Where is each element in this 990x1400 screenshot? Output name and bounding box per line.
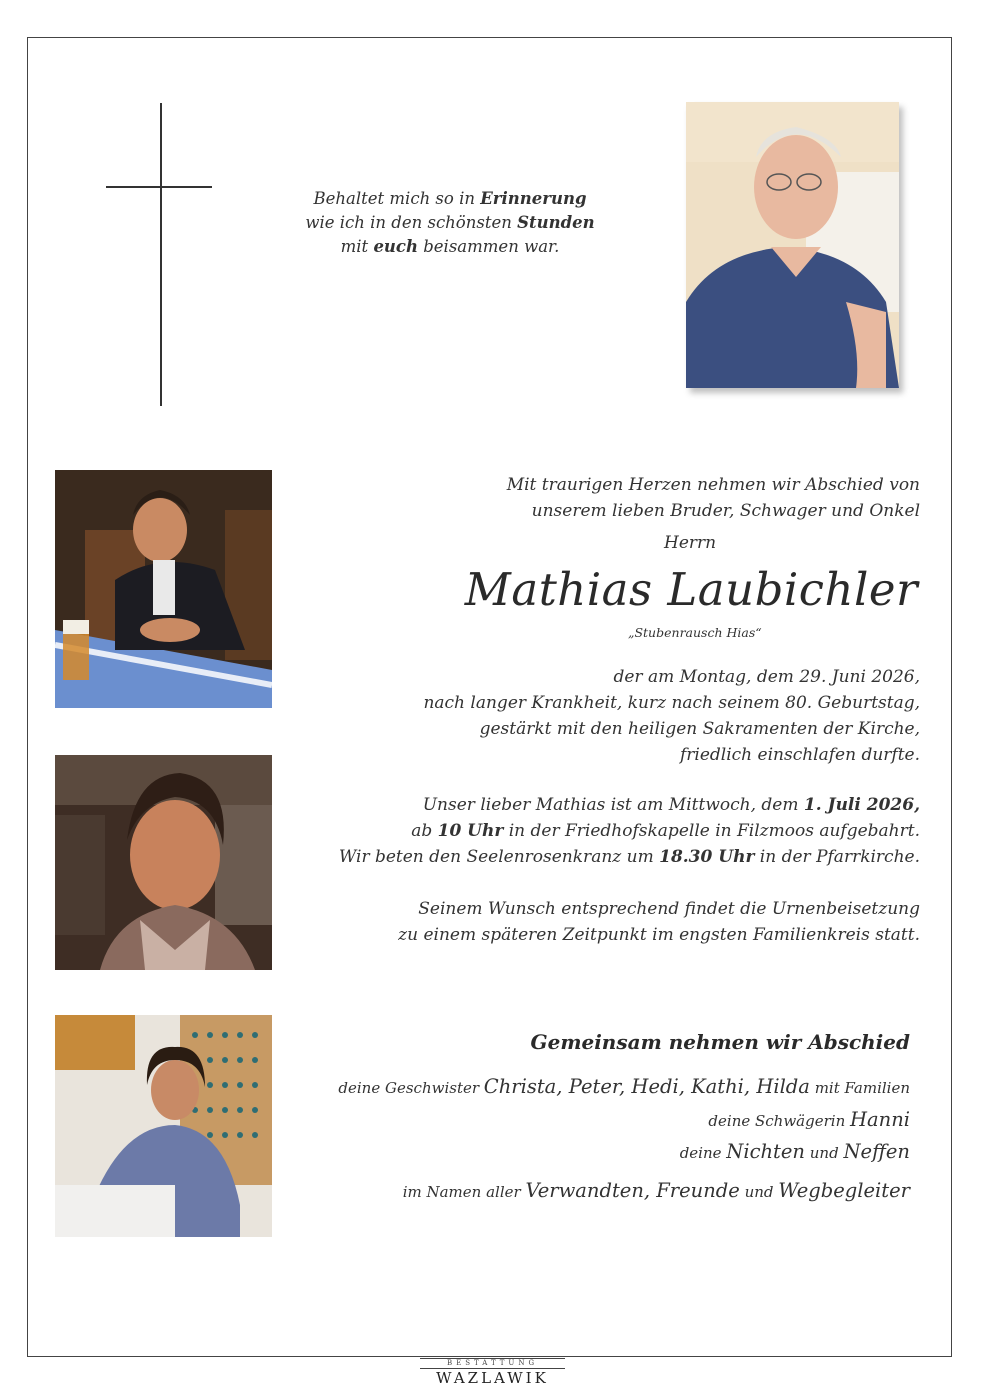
urn-notice	[300, 896, 920, 948]
intro-text	[320, 472, 920, 524]
photo-at-table	[55, 470, 272, 708]
funeral-home-logo	[420, 1358, 565, 1387]
family-siblings	[338, 1075, 910, 1098]
family-sister-in-law	[708, 1108, 910, 1131]
wake-text: in der Friedhofskapelle in Filzmoos aufgebahrt.	[503, 821, 920, 841]
wake-text: Wir beten den Seelenrosenkranz um	[338, 847, 660, 867]
death-line: gestärkt mit den heiligen Sakramenten der Kirche,	[479, 719, 920, 739]
wake-text: ab	[411, 821, 438, 841]
verse-text: wie ich in den schönsten	[305, 213, 518, 232]
photo-young-man	[55, 1015, 272, 1237]
wake-date: 1. Juli 2026,	[803, 795, 920, 815]
wake-text: in der Pfarrkirche.	[754, 847, 920, 867]
portrait-photo	[686, 102, 899, 388]
logo-tagline: BESTATTUNG	[420, 1358, 565, 1369]
deceased-name: Mathias Laubichler	[464, 563, 918, 616]
together-heading: Gemeinsam nehmen wir Abschied	[530, 1030, 910, 1054]
verse-text: Behaltet mich so in	[313, 189, 481, 208]
family-names: Wegbegleiter	[778, 1179, 910, 1202]
urn-line: zu einem späteren Zeitpunkt im engsten Familienkreis statt.	[398, 925, 920, 945]
wake-text: Unser lieber Mathias ist am Mittwoch, dem	[422, 795, 804, 815]
family-names: Verwandten, Freunde	[525, 1179, 740, 1202]
family-names: Neffen	[843, 1140, 910, 1163]
memorial-verse	[290, 187, 610, 259]
logo-brand: WAZLAWIK	[436, 1369, 549, 1387]
verse-bold: euch	[373, 237, 418, 256]
wake-details	[260, 792, 920, 870]
family-label: deine	[679, 1144, 727, 1162]
family-label: und	[805, 1144, 844, 1162]
family-label: deine Geschwister	[338, 1079, 484, 1097]
family-label: und	[739, 1183, 779, 1201]
cross-vertical	[160, 103, 162, 406]
family-names: Nichten	[726, 1140, 805, 1163]
intro-line: unserem lieben Bruder, Schwager und Onkel	[531, 501, 920, 521]
rosary-time: 18.30 Uhr	[659, 847, 755, 867]
verse-bold: Erinnerung	[480, 189, 587, 208]
photo-at-bar	[55, 755, 272, 970]
family-all-relatives	[403, 1179, 910, 1202]
death-line: friedlich einschlafen durfte.	[679, 745, 920, 765]
intro-line: Mit traurigen Herzen nehmen wir Abschied von	[506, 475, 920, 495]
family-names: Hanni	[850, 1108, 910, 1131]
verse-bold: Stunden	[517, 213, 595, 232]
death-line: der am Montag, dem 29. Juni 2026,	[613, 667, 920, 687]
verse-text: beisammen war.	[417, 237, 560, 256]
death-notice	[300, 664, 920, 768]
salutation: Herrn	[664, 533, 717, 553]
deceased-nickname: „Stubenrausch Hias“	[628, 625, 762, 640]
family-names: Christa, Peter, Hedi, Kathi, Hilda	[483, 1075, 810, 1098]
urn-line: Seinem Wunsch entsprechend findet die Urnenbeisetzung	[418, 899, 920, 919]
family-label: im Namen aller	[402, 1183, 526, 1201]
family-label: mit Familien	[809, 1079, 910, 1097]
cross-horizontal	[106, 186, 212, 188]
verse-text: mit	[340, 237, 374, 256]
death-line: nach langer Krankheit, kurz nach seinem 80. Geburtstag,	[423, 693, 920, 713]
wake-time: 10 Uhr	[437, 821, 504, 841]
family-label: deine Schwägerin	[708, 1112, 850, 1130]
family-nieces-nephews	[680, 1140, 910, 1163]
